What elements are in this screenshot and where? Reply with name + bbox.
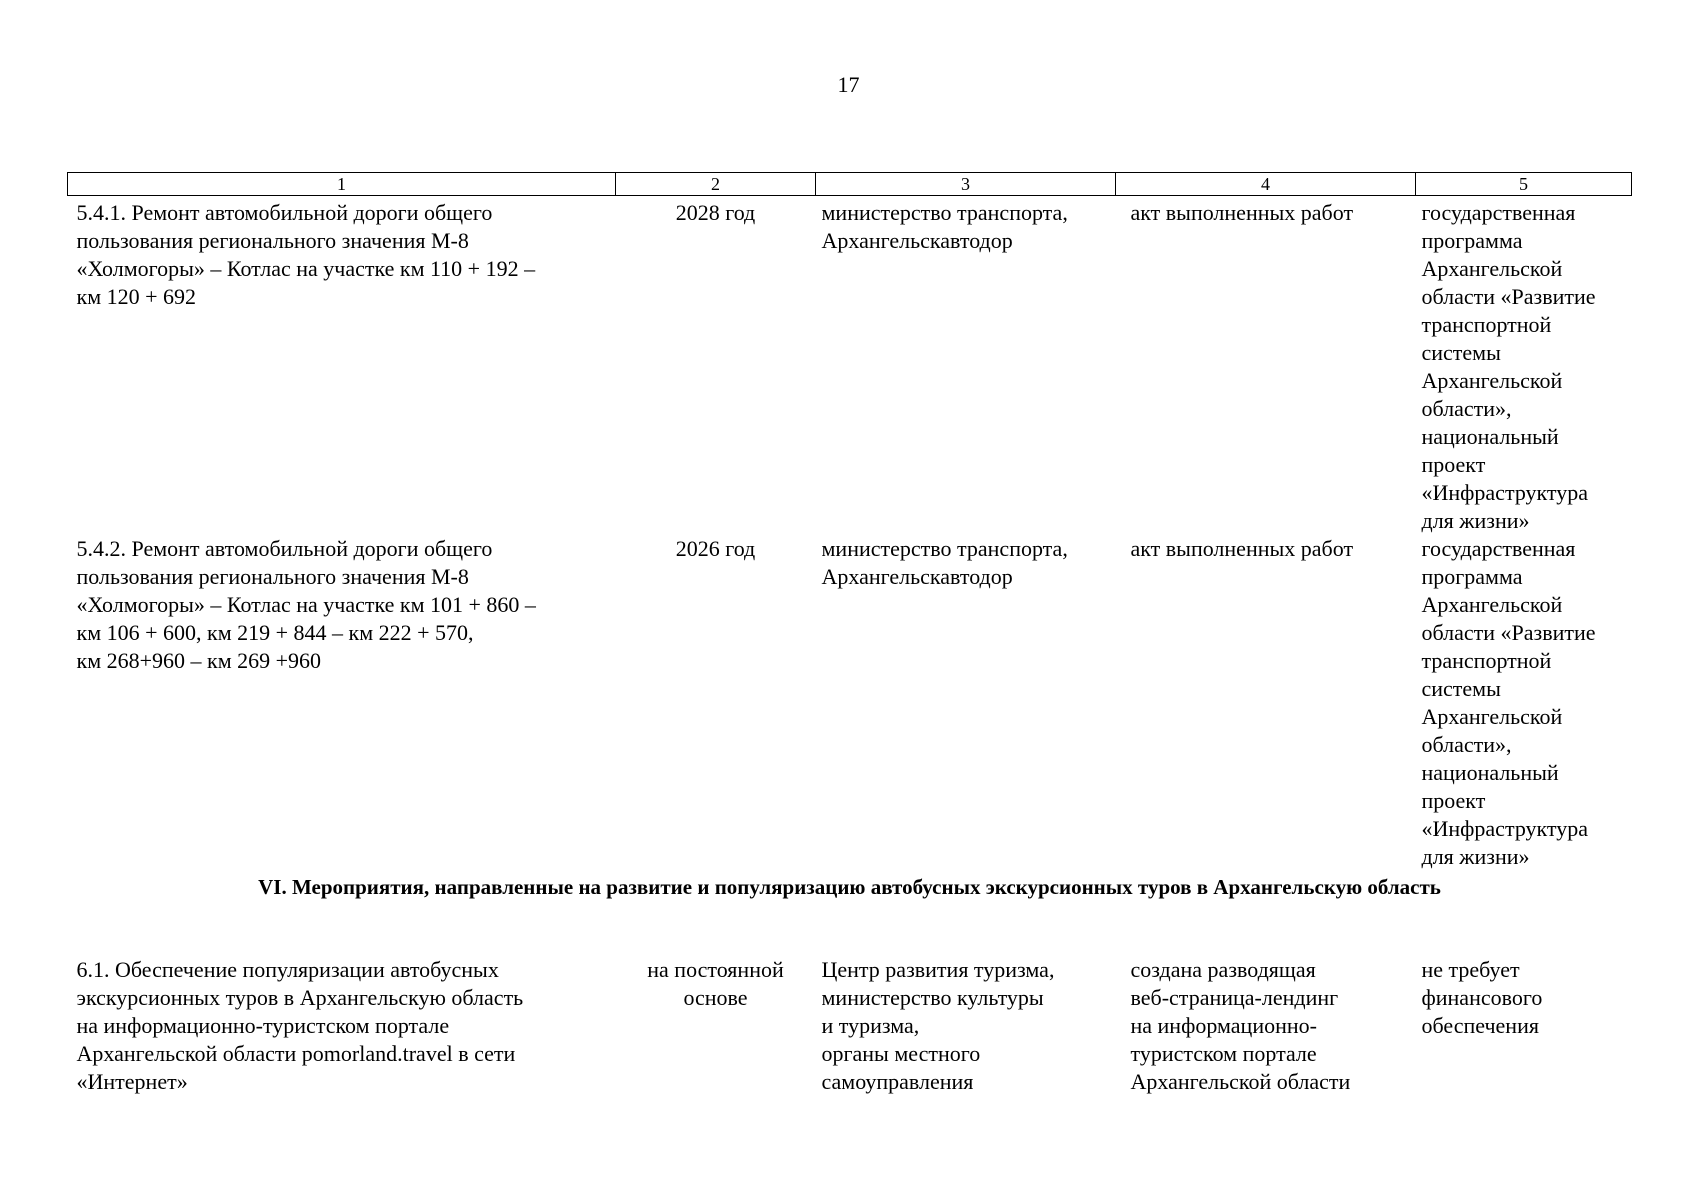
deadline-cell: 2026 год [675,536,756,561]
result-cell: акт выполненных работ [1130,200,1354,225]
column-number-5: 5 [1416,173,1632,196]
section-heading: VI. Мероприятия, направленные на развитие и популяризацию автобусных экскурсионных туров в Архангельскую область [258,875,1441,899]
funding-cell: государственная программа Архангельской области «Развитие транспортной системы Архангельской области», национальный проект «Инфраструктура для жизни» [1421,200,1596,533]
table-row [68,196,1632,536]
deadline-cell: на постоянной основе [647,957,784,1010]
page-number: 17 [837,72,860,97]
table-row [68,535,1632,871]
funding-cell: не требует финансового обеспечения [1421,957,1543,1038]
responsible-cell: Центр развития туризма, министерство культуры и туризма, органы местного самоуправления [821,957,1055,1094]
measure-cell: 5.4.2. Ремонт автомобильной дороги общего пользования регионального значения М-8 «Холмогоры» – Котлас на участке км 101 + 860 – км 106 + 600, км 219 + 844 – км 222 + 570, км 268+960 – км 269 +960 [76,536,536,673]
measure-cell: 6.1. Обеспечение популяризации автобусных экскурсионных туров в Архангельскую область на информационно-туристском портале Архангельской области pomorland.travel в сети «Интернет» [76,957,524,1094]
section-heading-row [68,871,1632,956]
column-number-3: 3 [816,173,1116,196]
column-number-4: 4 [1116,173,1416,196]
responsible-cell: министерство транспорта, Архангельскавтодор [821,200,1068,253]
column-number-2: 2 [616,173,816,196]
column-number-1: 1 [68,173,616,196]
measure-cell: 5.4.1. Ремонт автомобильной дороги общего пользования регионального значения М-8 «Холмогоры» – Котлас на участке км 110 + 192 – км 120 + 692 [76,200,536,309]
deadline-cell: 2028 год [675,200,756,225]
column-number-row [68,173,1632,196]
measures-table [67,172,1632,1096]
table-row [68,956,1632,1096]
responsible-cell: министерство транспорта, Архангельскавтодор [821,536,1068,589]
funding-cell: государственная программа Архангельской области «Развитие транспортной системы Архангельской области», национальный проект «Инфраструктура для жизни» [1421,536,1596,869]
result-cell: акт выполненных работ [1130,536,1354,561]
result-cell: создана разводящая веб-страница-лендинг на информационно- туристском портале Архангельской области [1130,957,1351,1094]
